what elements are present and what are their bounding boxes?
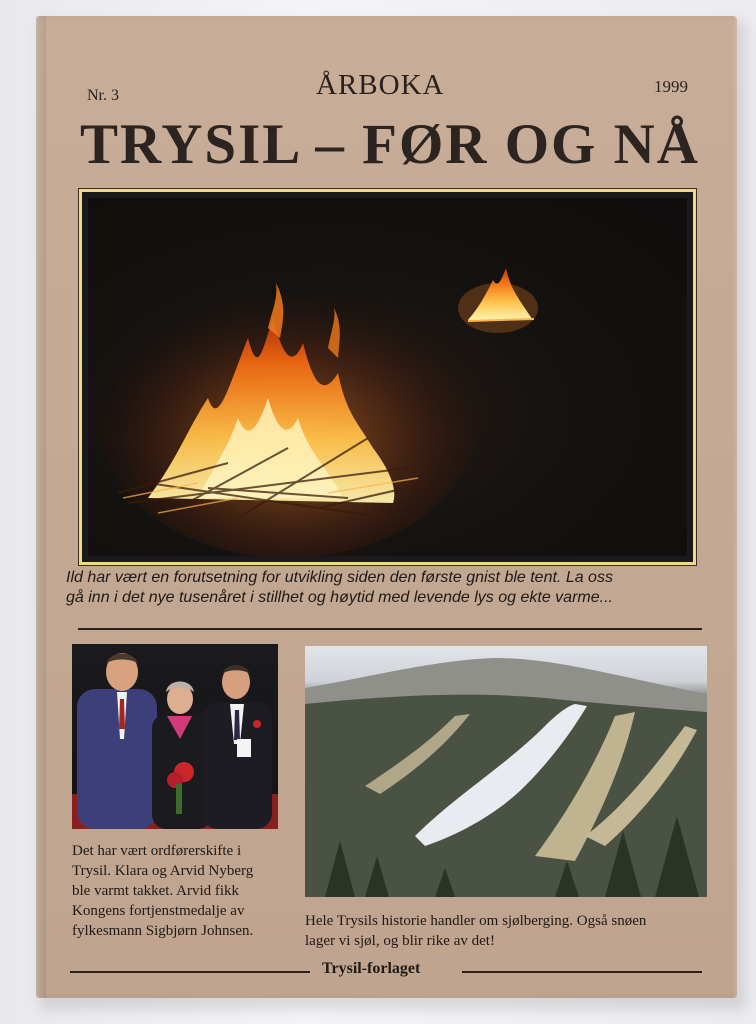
- divider-rule-bottom-left: [70, 971, 310, 973]
- year-label: 1999: [654, 77, 688, 96]
- distant-bonfire: [458, 268, 538, 333]
- man-right: [202, 665, 272, 829]
- left-caption-line-5: fylkesmann Sigbjørn Johnsen.: [72, 923, 254, 939]
- mountain-illustration: [305, 646, 707, 897]
- divider-rule-top: [78, 628, 702, 630]
- book-title: TRYSIL – FØR OG NÅ: [80, 113, 700, 176]
- mayor-photo-caption: [72, 841, 287, 941]
- publisher-name: Trysil-forlaget: [322, 960, 421, 977]
- bonfire-illustration: [88, 198, 687, 556]
- issue-number: Nr. 3: [87, 87, 119, 104]
- bonfire-photo: [79, 189, 696, 565]
- main-photo-caption: [66, 568, 716, 608]
- ski-slope-photo: [305, 646, 707, 897]
- ski-photo-caption: [305, 911, 715, 951]
- divider-rule-bottom-right: [462, 971, 702, 973]
- people-illustration: [72, 644, 278, 829]
- left-caption-line-4: Kongens fortjenstmedalje av: [72, 903, 245, 919]
- main-caption-line-1: Ild har vært en forutsetning for utvikling siden den første gnist ble tent. La oss: [66, 569, 613, 586]
- right-caption-line-2: lager vi sjøl, og blir rike av det!: [305, 933, 495, 949]
- book-spine-edge: [36, 16, 46, 998]
- man-left: [77, 653, 157, 829]
- right-caption-line-1: Hele Trysils historie handler om sjølberging. Også snøen: [305, 913, 647, 929]
- left-caption-line-3: ble varmt takket. Arvid fikk: [72, 883, 240, 899]
- left-caption-line-1: Det har vært ordførerskifte i: [72, 843, 242, 859]
- series-title: ÅRBOKA: [316, 69, 445, 101]
- main-caption-line-2: gå inn i det nye tusenåret i stillhet og høytid med levende lys og ekte varme...: [66, 589, 613, 606]
- mayor-photo: [72, 644, 278, 829]
- left-caption-line-2: Trysil. Klara og Arvid Nyberg: [72, 863, 254, 879]
- night-sky: [88, 198, 687, 556]
